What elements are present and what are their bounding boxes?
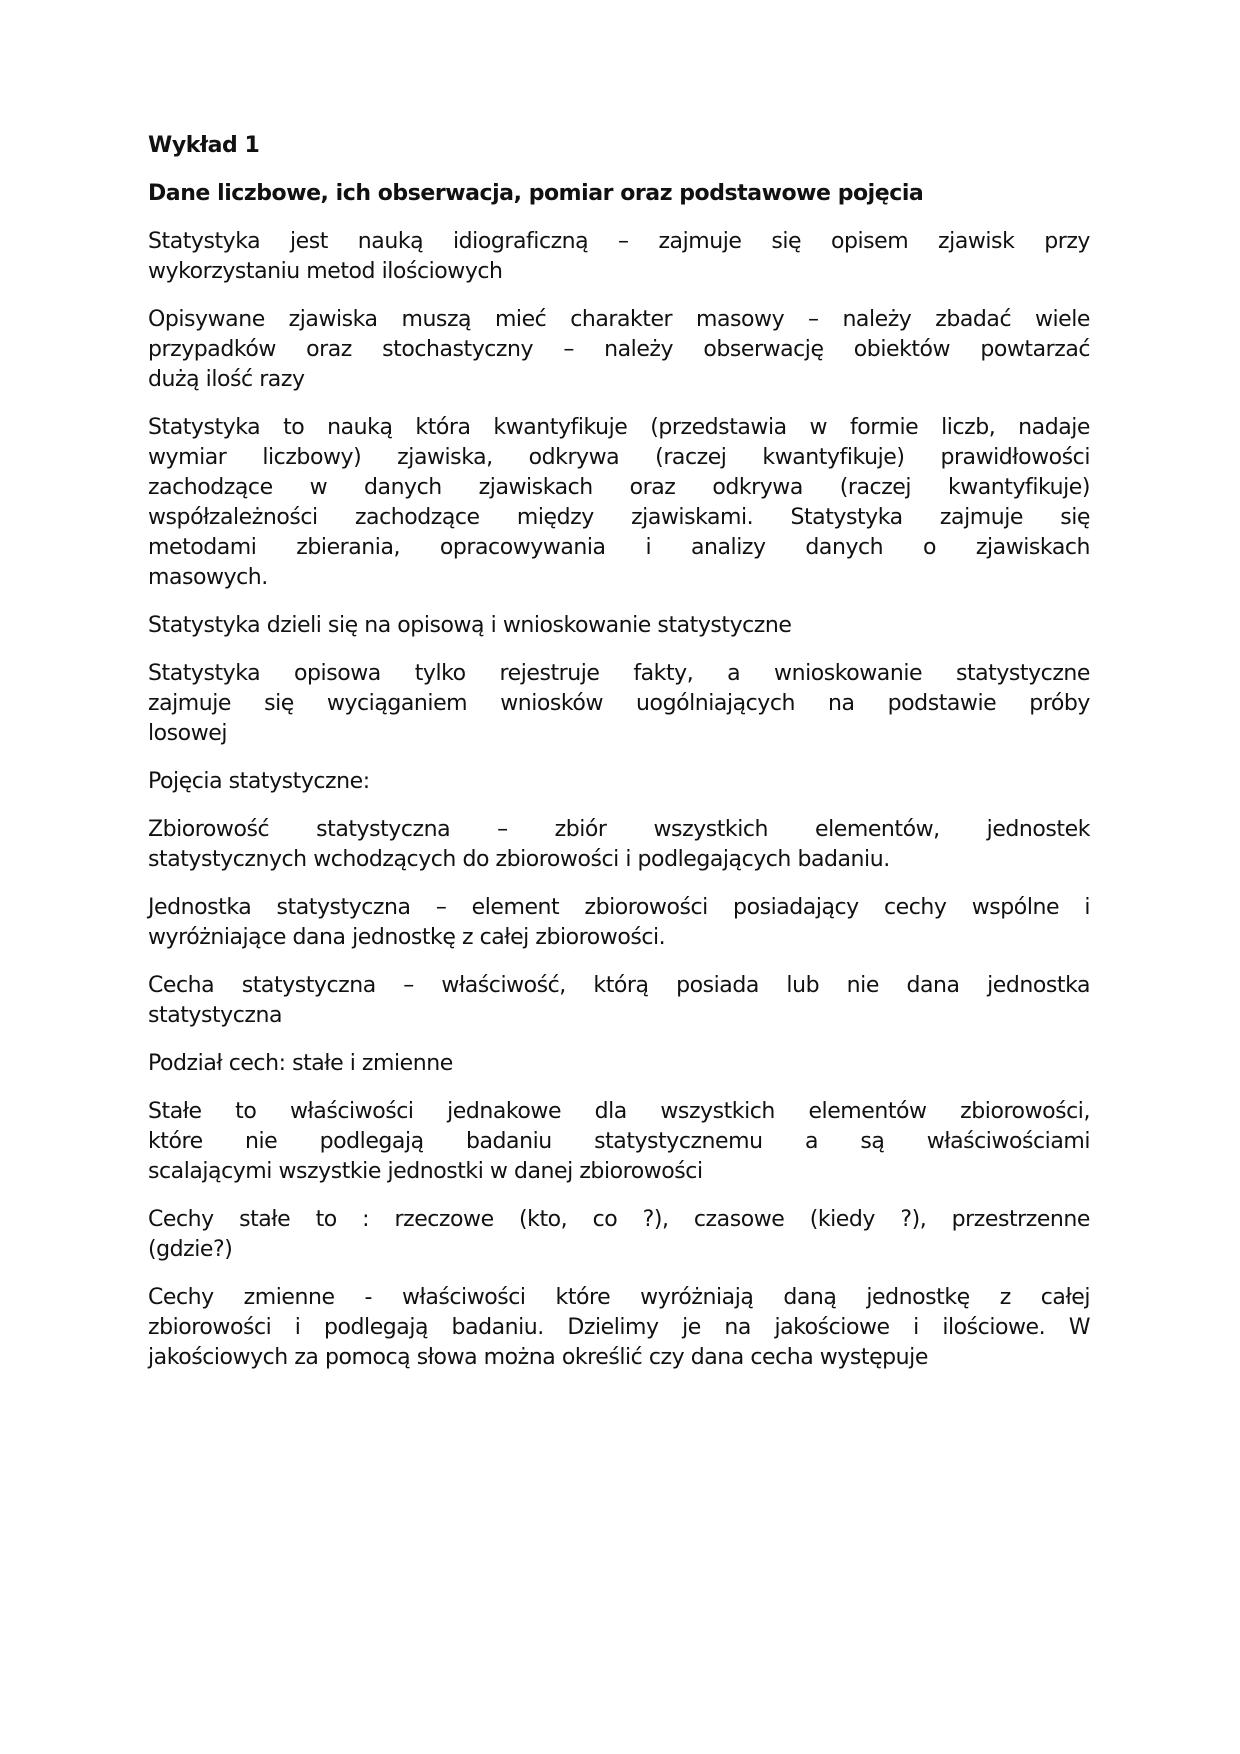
paragraph-line: wyróżniające dana jednostkę z całej zbiorowości. [148, 925, 666, 950]
paragraph-line: Statystyka opisowa tylko rejestruje fakty, a wnioskowanie statystyczne [148, 661, 1090, 686]
paragraph-line: wykorzystaniu metod ilościowych [148, 259, 503, 284]
paragraph-line: masowych. [148, 565, 268, 590]
paragraph [148, 1283, 1090, 1373]
paragraph-line: Podział cech: stałe i zmienne [148, 1051, 453, 1076]
paragraph-line: przypadków oraz stochastyczny – należy obserwację obiektów powtarzać [148, 337, 1090, 362]
title-text: Wykład 1 [148, 133, 260, 158]
paragraph-line: metodami zbierania, opracowywania i analizy danych o zjawiskach [148, 535, 1090, 560]
subtitle-text: Dane liczbowe, ich obserwacja, pomiar oraz podstawowe pojęcia [148, 181, 924, 206]
paragraph [148, 971, 1090, 1031]
paragraph [148, 659, 1090, 749]
paragraph [148, 1049, 1090, 1079]
body-paragraphs [148, 227, 1090, 1373]
paragraph-line: wymiar liczbowy) zjawiska, odkrywa (raczej kwantyfikuje) prawidłowości [148, 445, 1090, 470]
paragraph-line: statystyczna [148, 1003, 282, 1028]
paragraph-line: Opisywane zjawiska muszą mieć charakter masowy – należy zbadać wiele [148, 307, 1090, 332]
paragraph-line: statystycznych wchodzących do zbiorowości i podlegających badaniu. [148, 847, 890, 872]
paragraph-line: Pojęcia statystyczne: [148, 769, 370, 794]
paragraph-line: które nie podlegają badaniu statystycznemu a są właściwościami [148, 1129, 1090, 1154]
paragraph-line: (gdzie?) [148, 1237, 233, 1262]
paragraph [148, 893, 1090, 953]
paragraph-line: scalającymi wszystkie jednostki w danej zbiorowości [148, 1159, 703, 1184]
paragraph-line: Stałe to właściwości jednakowe dla wszystkich elementów zbiorowości, [148, 1099, 1090, 1124]
paragraph-line: Cechy zmienne - właściwości które wyróżniają daną jednostkę z całej [148, 1285, 1090, 1310]
paragraph-line: Jednostka statystyczna – element zbiorowości posiadający cechy wspólne i [148, 895, 1090, 920]
paragraph [148, 305, 1090, 395]
paragraph [148, 227, 1090, 287]
paragraph [148, 1097, 1090, 1187]
paragraph-line: zachodzące w danych zjawiskach oraz odkrywa (raczej kwantyfikuje) [148, 475, 1090, 500]
paragraph-line: Statystyka jest nauką idiograficzną – zajmuje się opisem zjawisk przy [148, 229, 1090, 254]
document-page [148, 131, 1090, 1391]
document-subtitle [148, 179, 1090, 209]
paragraph-line: Cechy stałe to : rzeczowe (kto, co ?), czasowe (kiedy ?), przestrzenne [148, 1207, 1090, 1232]
paragraph-line: Statystyka to nauką która kwantyfikuje (przedstawia w formie liczb, nadaje [148, 415, 1090, 440]
paragraph [148, 767, 1090, 797]
paragraph-line: Cecha statystyczna – właściwość, którą posiada lub nie dana jednostka [148, 973, 1090, 998]
paragraph [148, 413, 1090, 593]
paragraph-line: dużą ilość razy [148, 367, 305, 392]
paragraph [148, 815, 1090, 875]
paragraph-line: zajmuje się wyciąganiem wniosków uogólniających na podstawie próby [148, 691, 1090, 716]
document-title [148, 131, 1090, 161]
paragraph-line: współzależności zachodzące między zjawiskami. Statystyka zajmuje się [148, 505, 1090, 530]
paragraph [148, 611, 1090, 641]
paragraph-line: jakościowych za pomocą słowa można określić czy dana cecha występuje [148, 1345, 928, 1370]
paragraph-line: Statystyka dzieli się na opisową i wnioskowanie statystyczne [148, 613, 792, 638]
paragraph-line: losowej [148, 721, 227, 746]
paragraph-line: zbiorowości i podlegają badaniu. Dzielimy je na jakościowe i ilościowe. W [148, 1315, 1090, 1340]
paragraph-line: Zbiorowość statystyczna – zbiór wszystkich elementów, jednostek [148, 817, 1090, 842]
paragraph [148, 1205, 1090, 1265]
